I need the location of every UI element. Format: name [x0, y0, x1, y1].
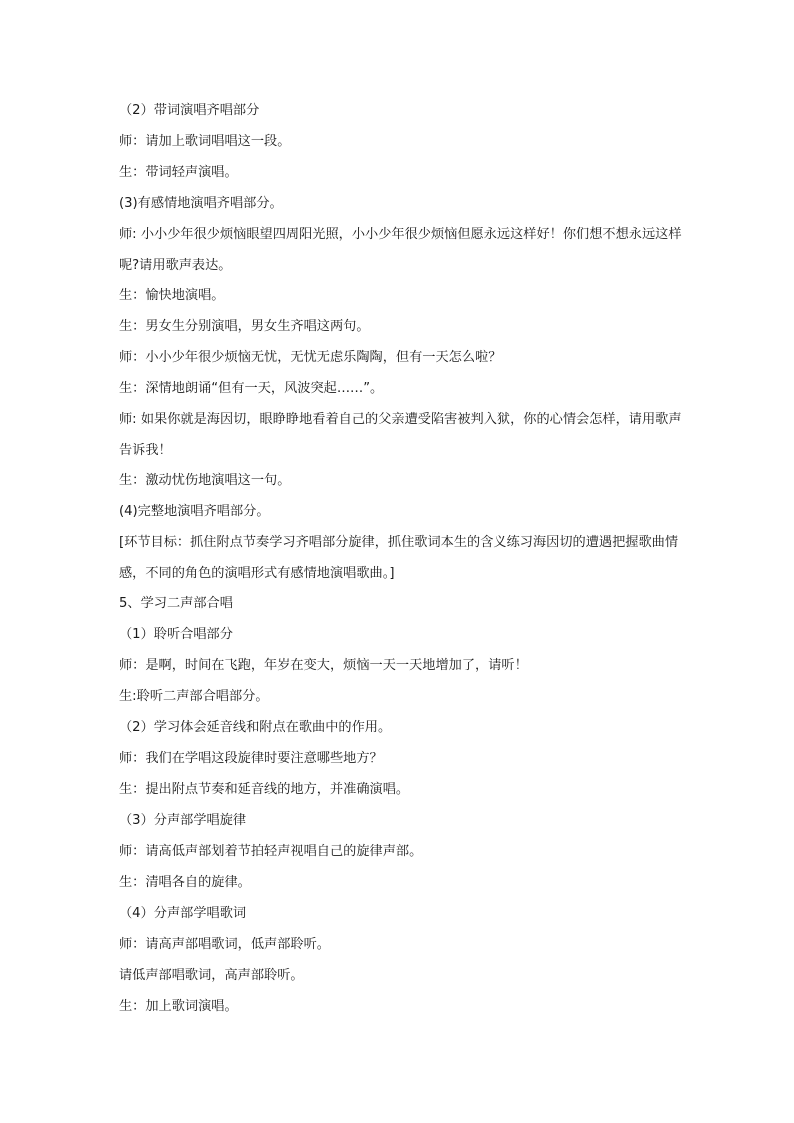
- paragraph: 师：我们在学唱这段旋律时要注意哪些地方？: [119, 751, 383, 766]
- paragraph: 师: 小小少年很少烦恼眼望四周阳光照，小小少年很少烦恼但愿永远这样好！你们想不想永远这样呢?请用歌声表达。: [119, 227, 682, 273]
- paragraph: （2）学习体会延音线和附点在歌曲中的作用。: [119, 720, 392, 735]
- paragraph: 生：愉快地演唱。: [119, 288, 225, 303]
- document-body: [119, 101, 684, 1028]
- paragraph: （3）分声部学唱旋律: [119, 813, 247, 828]
- paragraph: 生：加上歌词演唱。: [119, 999, 238, 1014]
- paragraph: [环节目标：抓住附点节奏学习齐唱部分旋律，抓住歌词本生的含义练习海因切的遭遇把握歌曲情感，不同的角色的演唱形式有感情地演唱歌曲。]: [119, 535, 679, 581]
- paragraph: 师：请高声部唱歌词，低声部聆听。: [119, 937, 330, 952]
- paragraph: 师：请高低声部划着节拍轻声视唱自己的旋律声部。: [119, 844, 423, 859]
- paragraph: (4)完整地演唱齐唱部分。: [119, 504, 270, 519]
- paragraph: 师：是啊，时间在飞跑，年岁在变大，烦恼一天一天地增加了，请听！: [119, 658, 528, 673]
- paragraph: 师：请加上歌词唱唱这一段。: [119, 134, 291, 149]
- paragraph: （2）带词演唱齐唱部分: [119, 103, 260, 118]
- paragraph: 生:聆听二声部合唱部分。: [119, 689, 269, 704]
- paragraph: 请低声部唱歌词，高声部聆听。: [119, 968, 304, 983]
- paragraph: 生：带词轻声演唱。: [119, 165, 238, 180]
- paragraph: （4）分声部学唱歌词: [119, 906, 247, 921]
- paragraph: 生：深情地朗诵“但有一天，风波突起……”。: [119, 381, 384, 396]
- paragraph: (3)有感情地演唱齐唱部分。: [119, 196, 283, 211]
- paragraph: 师: 如果你就是海因切，眼睁睁地看着自己的父亲遭受陷害被判入狱，你的心情会怎样，请用歌声告诉我！: [119, 412, 682, 458]
- section-heading: 5、学习二声部合唱: [119, 596, 233, 611]
- paragraph: 生：激动忧伤地演唱这一句。: [119, 473, 291, 488]
- paragraph: 生：清唱各自的旋律。: [119, 875, 251, 890]
- paragraph: 生：男女生分别演唱，男女生齐唱这两句。: [119, 319, 370, 334]
- paragraph: 师：小小少年很少烦恼无忧，无忧无虑乐陶陶，但有一天怎么啦？: [119, 350, 502, 365]
- paragraph: 生：提出附点节奏和延音线的地方，并准确演唱。: [119, 782, 410, 797]
- paragraph: （1）聆听合唱部分: [119, 627, 233, 642]
